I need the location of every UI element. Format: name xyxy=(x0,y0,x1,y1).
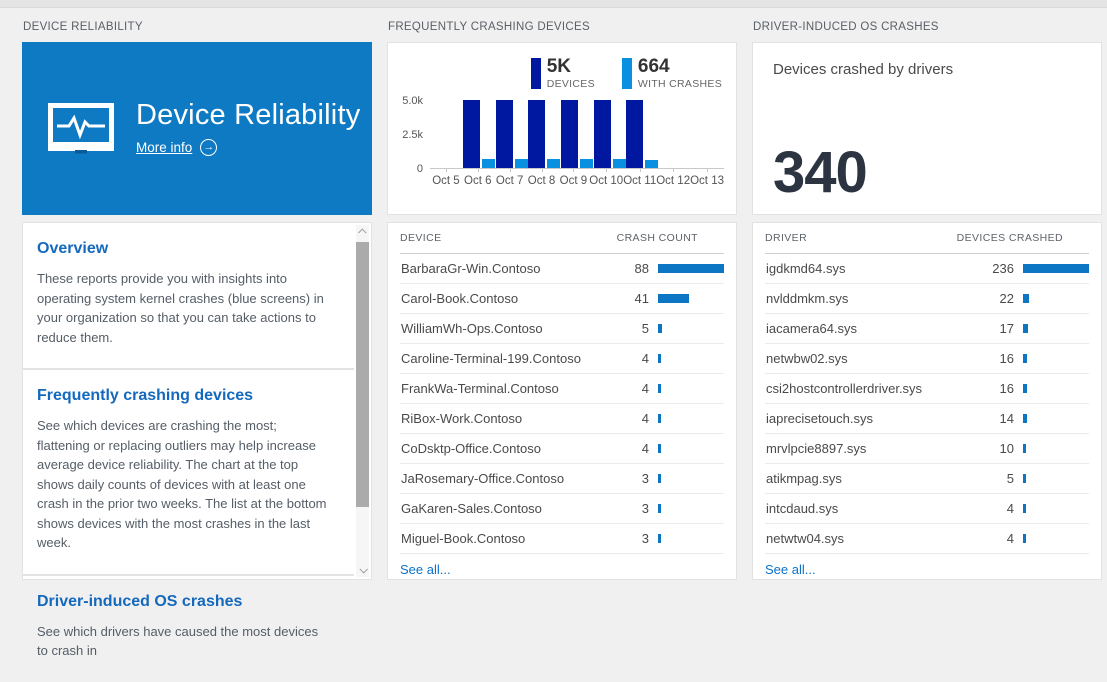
column-header: DRIVER-INDUCED OS CRASHES xyxy=(753,21,939,33)
table-row[interactable] xyxy=(400,464,724,494)
row-value-bar xyxy=(1023,354,1089,363)
with-crashes-bar xyxy=(613,159,626,168)
row-value: 22 xyxy=(999,291,1014,306)
row-value: 5 xyxy=(641,321,649,336)
row-value: 4 xyxy=(1006,501,1014,516)
device-table-panel xyxy=(387,222,737,580)
column-header: DEVICE RELIABILITY xyxy=(23,21,143,33)
row-value: 5 xyxy=(1006,471,1014,486)
column-header: FREQUENTLY CRASHING DEVICES xyxy=(388,21,590,33)
driver-table-body xyxy=(765,254,1089,554)
x-tick-label: Oct 9 xyxy=(557,169,589,187)
see-all-devices-link[interactable]: See all... xyxy=(400,561,451,577)
row-value-bar xyxy=(658,414,724,423)
bar-chart xyxy=(398,95,724,175)
bar-group xyxy=(430,100,463,168)
row-value-bar xyxy=(1023,384,1089,393)
driver-column-header: DRIVER xyxy=(765,232,808,244)
driver-table-panel xyxy=(752,222,1102,580)
x-axis xyxy=(398,169,724,187)
row-value: 17 xyxy=(999,321,1014,336)
x-axis-labels xyxy=(430,169,724,187)
section-body: See which devices are crashing the most; flattening or replacing outliers may help increase average device reliability. The chart at the top shows daily counts of devices with at least one crash in the prior two weeks. The list at the bottom shows devices with the most crashes in the last week. xyxy=(37,418,327,550)
row-label: Caroline-Terminal-199.Contoso xyxy=(401,351,581,366)
table-row[interactable] xyxy=(765,314,1089,344)
summary-label: Devices crashed by drivers xyxy=(773,61,954,78)
devices-bar xyxy=(561,100,578,168)
x-tick-label: Oct 7 xyxy=(494,169,526,187)
monitor-pulse-icon xyxy=(48,103,114,155)
y-axis xyxy=(398,95,430,175)
row-value: 88 xyxy=(634,261,649,276)
row-label: csi2hostcontrollerdriver.sys xyxy=(766,381,923,396)
description-panel xyxy=(22,222,372,658)
row-value-bar xyxy=(658,354,724,363)
row-label: RiBox-Work.Contoso xyxy=(401,411,523,426)
row-value: 3 xyxy=(641,501,649,516)
row-value: 3 xyxy=(641,531,649,546)
row-label: WilliamWh-Ops.Contoso xyxy=(401,321,543,336)
x-tick-label: Oct 12 xyxy=(656,169,690,187)
row-value-bar xyxy=(1023,444,1089,453)
devices-bar xyxy=(626,100,643,168)
table-row[interactable] xyxy=(400,254,724,284)
x-tick-label: Oct 5 xyxy=(430,169,462,187)
info-section xyxy=(23,574,354,682)
with-crashes-bar xyxy=(580,159,593,168)
row-value-bar xyxy=(658,534,724,543)
device-table-body xyxy=(400,254,724,554)
with-crashes-bar xyxy=(482,159,495,168)
row-label: iaprecisetouch.sys xyxy=(766,411,873,426)
dashboard xyxy=(0,8,1107,658)
x-tick-label: Oct 10 xyxy=(589,169,623,187)
y-tick-label: 2.5k xyxy=(402,128,423,141)
info-section xyxy=(23,368,354,574)
table-row[interactable] xyxy=(765,284,1089,314)
row-value: 14 xyxy=(999,411,1014,426)
table-row[interactable] xyxy=(765,254,1089,284)
table-row[interactable] xyxy=(400,404,724,434)
row-value-bar xyxy=(1023,324,1089,333)
row-value: 4 xyxy=(641,381,649,396)
row-value-bar xyxy=(1023,294,1089,303)
bar-group xyxy=(659,100,692,168)
row-value-bar xyxy=(1023,474,1089,483)
bar-group xyxy=(593,100,626,168)
row-value-bar xyxy=(658,384,724,393)
table-row[interactable] xyxy=(400,284,724,314)
devices-swatch-icon xyxy=(531,58,541,89)
row-value-bar xyxy=(658,294,724,303)
row-label: BarbaraGr-Win.Contoso xyxy=(401,261,541,276)
row-value: 3 xyxy=(641,471,649,486)
devices-crashed-summary-panel xyxy=(752,42,1102,215)
bar-group xyxy=(528,100,561,168)
scrollbar-thumb[interactable] xyxy=(356,242,369,507)
section-body: These reports provide you with insights into operating system kernel crashes (blue screens) in your organization so that you can take actions to reduce them. xyxy=(37,271,324,345)
row-label: CoDsktp-Office.Contoso xyxy=(401,441,541,456)
section-body: See which drivers have caused the most devices to crash in xyxy=(37,623,319,658)
table-row[interactable] xyxy=(400,374,724,404)
bar-group xyxy=(626,100,659,168)
section-heading-link[interactable]: Driver-induced OS crashes xyxy=(37,592,243,610)
row-label: nvlddmkm.sys xyxy=(766,291,849,306)
table-row[interactable] xyxy=(765,404,1089,434)
with-crashes-bar xyxy=(547,159,560,168)
with-crashes-bar xyxy=(515,159,528,168)
legend-item-with-crashes xyxy=(622,58,722,90)
table-row[interactable] xyxy=(400,434,724,464)
devices-bar xyxy=(496,100,513,168)
row-value-bar xyxy=(658,264,724,273)
see-all-drivers-link[interactable]: See all... xyxy=(765,561,816,577)
bar-group xyxy=(463,100,496,168)
table-header xyxy=(765,223,1089,254)
table-row[interactable] xyxy=(400,314,724,344)
row-value-bar xyxy=(1023,534,1089,543)
bar-group xyxy=(495,100,528,168)
bar-group xyxy=(691,100,724,168)
section-heading-link[interactable]: Frequently crashing devices xyxy=(37,387,254,404)
row-value: 16 xyxy=(999,381,1014,396)
row-label: JaRosemary-Office.Contoso xyxy=(401,471,565,486)
table-row[interactable] xyxy=(400,344,724,374)
table-row[interactable] xyxy=(400,494,724,524)
x-tick-label: Oct 13 xyxy=(690,169,724,187)
summary-value: 340 xyxy=(773,140,867,205)
row-value: 41 xyxy=(634,291,649,306)
table-row[interactable] xyxy=(765,524,1089,554)
crash-count-column-header: CRASH COUNT xyxy=(616,232,698,244)
table-row[interactable] xyxy=(765,374,1089,404)
row-label: igdkmd64.sys xyxy=(766,261,846,276)
with-crashes-bar xyxy=(645,160,658,168)
row-value: 4 xyxy=(1006,531,1014,546)
row-label: GaKaren-Sales.Contoso xyxy=(401,501,542,516)
section-heading-link[interactable]: Overview xyxy=(37,240,109,257)
row-label: Carol-Book.Contoso xyxy=(401,291,519,306)
scroll-up-arrow-icon[interactable] xyxy=(356,225,369,239)
column-device-reliability xyxy=(22,21,372,658)
row-label: netwtw04.sys xyxy=(766,531,845,546)
x-tick-label: Oct 8 xyxy=(526,169,558,187)
devices-bar xyxy=(528,100,545,168)
table-row[interactable] xyxy=(400,524,724,554)
bar-group xyxy=(561,100,594,168)
row-label: iacamera64.sys xyxy=(766,321,858,336)
row-value: 16 xyxy=(999,351,1014,366)
legend-item-devices xyxy=(531,58,595,90)
row-value-bar xyxy=(658,504,724,513)
device-column-header: DEVICE xyxy=(400,232,442,244)
info-sections xyxy=(23,223,371,682)
x-tick-label: Oct 6 xyxy=(462,169,494,187)
devices-crashed-column-header: DEVICES CRASHED xyxy=(956,232,1063,244)
legend-value: 5K xyxy=(546,56,571,77)
table-row[interactable] xyxy=(765,434,1089,464)
column-frequently-crashing xyxy=(387,21,737,580)
device-reliability-tile[interactable] xyxy=(22,42,372,215)
row-value-bar xyxy=(658,474,724,483)
row-label: FrankWa-Terminal.Contoso xyxy=(401,381,559,396)
plot-area xyxy=(430,100,724,169)
column-driver-crashes xyxy=(752,21,1102,580)
crash-chart-panel xyxy=(387,42,737,215)
more-info-link[interactable] xyxy=(136,139,217,156)
row-label: mrvlpcie8897.sys xyxy=(766,441,867,456)
y-tick-label: 0 xyxy=(416,163,423,175)
row-value: 4 xyxy=(641,351,649,366)
scroll-down-arrow-icon[interactable] xyxy=(356,563,369,577)
table-row[interactable] xyxy=(765,494,1089,524)
row-value-bar xyxy=(1023,504,1089,513)
devices-bar xyxy=(594,100,611,168)
row-value-bar xyxy=(1023,414,1089,423)
devices-bar xyxy=(463,100,480,168)
row-label: atikmpag.sys xyxy=(766,471,842,486)
more-info-label: More info xyxy=(136,140,193,156)
row-label: netwbw02.sys xyxy=(766,351,848,366)
row-value: 10 xyxy=(999,441,1014,456)
window-top-strip xyxy=(0,0,1107,8)
row-value: 4 xyxy=(641,411,649,426)
legend-label: DEVICES xyxy=(546,78,595,90)
legend-value: 664 xyxy=(637,56,670,77)
row-value-bar xyxy=(658,324,724,333)
arrow-circle-icon: → xyxy=(200,139,217,156)
table-row[interactable] xyxy=(765,464,1089,494)
row-label: intcdaud.sys xyxy=(766,501,839,516)
row-label: Miguel-Book.Contoso xyxy=(401,531,526,546)
info-section xyxy=(23,223,354,368)
with-crashes-swatch-icon xyxy=(622,58,632,89)
y-tick-label: 5.0k xyxy=(402,95,423,107)
row-value: 236 xyxy=(992,261,1014,276)
chart-legend xyxy=(398,58,722,90)
tile-text xyxy=(136,100,360,158)
tile-title: Device Reliability xyxy=(136,98,361,131)
table-row[interactable] xyxy=(765,344,1089,374)
legend-label: WITH CRASHES xyxy=(637,78,722,90)
row-value-bar xyxy=(658,444,724,453)
table-header xyxy=(400,223,724,254)
row-value-bar xyxy=(1023,264,1089,273)
row-value: 4 xyxy=(641,441,649,456)
scrollbar[interactable] xyxy=(356,225,369,577)
x-tick-label: Oct 11 xyxy=(623,169,656,187)
